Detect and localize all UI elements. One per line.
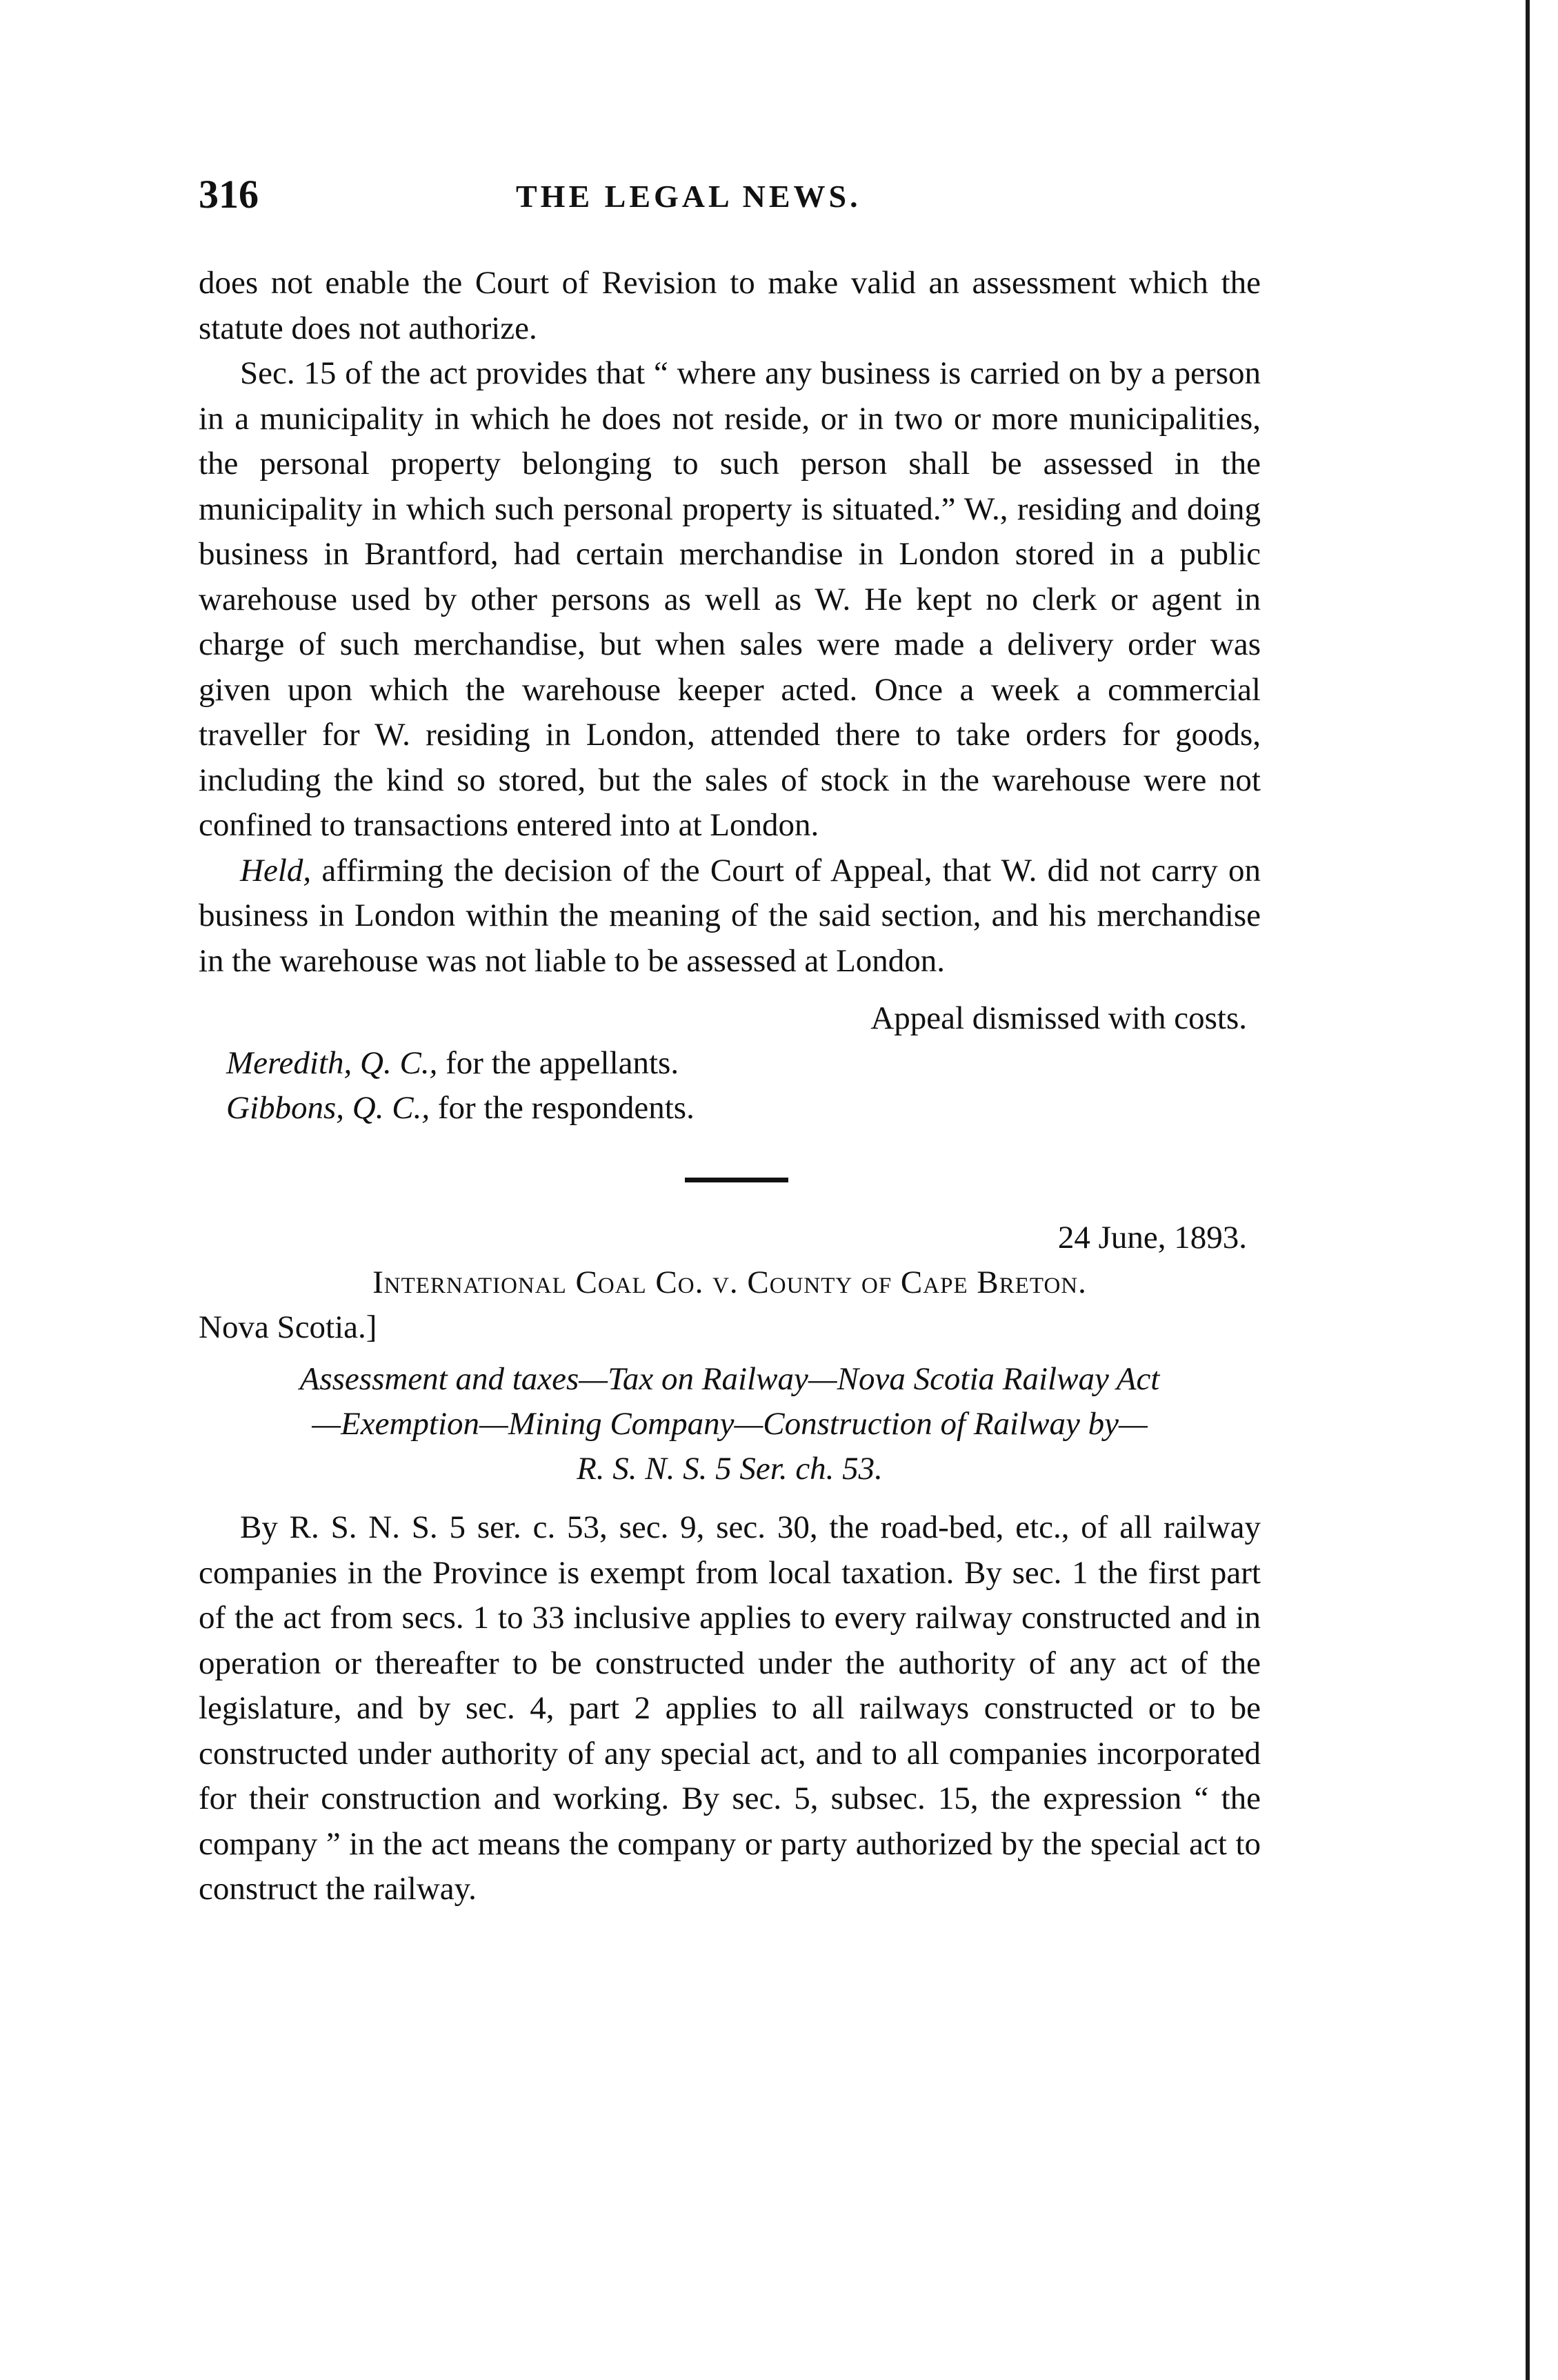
case-province: Nova Scotia.] xyxy=(199,1309,377,1345)
page-number: 316 xyxy=(199,172,259,217)
counsel-name: Meredith, Q. C., xyxy=(226,1045,438,1081)
page-header xyxy=(199,171,1261,226)
paragraph-facts: Sec. 15 of the act provides that “ where any business is carried on by a person in a municipality in which he does not reside, or in two or more municipalities, the personal property belonging to such person shall be assessed in the municipality in which such personal property is situated.” W., residing and doing business in Brantford, had certain merchandise in London stored in a public warehouse used by other persons as well as W. He kept no clerk or agent in charge of such merchandise, but when sales were made a delivery order was given upon which the warehouse keeper acted. Once a week a commercial traveller for W. residing in London, attended there to take orders for goods, including the kind so stored, but the sales of stock in the warehouse were not confined to transactions entered into at London. xyxy=(199,355,1261,843)
counsel-appellants xyxy=(199,1041,1261,1086)
counsel-role: for the respondents. xyxy=(430,1090,695,1126)
page-edge-line xyxy=(1526,0,1530,2380)
counsel-name: Gibbons, Q. C., xyxy=(226,1090,430,1126)
headnote-line: Assessment and taxes—Tax on Railway—Nova Scotia Railway Act xyxy=(299,1361,1160,1397)
text-column xyxy=(199,261,1261,1912)
headnote xyxy=(199,1357,1261,1491)
disposition: Appeal dismissed with costs. xyxy=(870,1000,1247,1036)
case-title: International Coal Co. v. County of Cape Breton. xyxy=(372,1265,1087,1300)
section-divider xyxy=(685,1178,788,1182)
paragraph-holding xyxy=(199,849,1261,984)
held-text: affirming the decision of the Court of Appeal, that W. did not carry on business in London within the meaning of the said section, and his merchandise in the warehouse was not liable to be assessed at London. xyxy=(199,852,1261,979)
counsel-respondents xyxy=(199,1086,1261,1131)
paragraph-case-body: By R. S. N. S. 5 ser. c. 53, sec. 9, sec. 30, the road-bed, etc., of all railway companies in the Province is exempt from local taxation. By sec. 1 the first part of the act from secs. 1 to 33 inclusive applies to every railway constructed and in operation or thereafter to be constructed under the authority of any act of the legislature, and by sec. 4, part 2 applies to all railways constructed or to be constructed under authority of any special act, and to all companies incorporated for their construction and working. By sec. 5, subsec. 15, the expression “ the company ” in the act means the company or party authorized by the special act to construct the railway. xyxy=(199,1509,1261,1907)
headnote-line: R. S. N. S. 5 Ser. ch. 53. xyxy=(577,1451,883,1487)
counsel-role: for the appellants. xyxy=(437,1045,679,1081)
running-title: THE LEGAL NEWS. xyxy=(516,179,861,214)
paragraph-continuation: does not enable the Court of Revision to make valid an assessment which the statute does not authorize. xyxy=(199,265,1261,346)
headnote-line: —Exemption—Mining Company—Construction of Railway by— xyxy=(312,1406,1148,1442)
held-word: Held, xyxy=(240,852,312,889)
case-date: 24 June, 1893. xyxy=(1057,1220,1247,1256)
